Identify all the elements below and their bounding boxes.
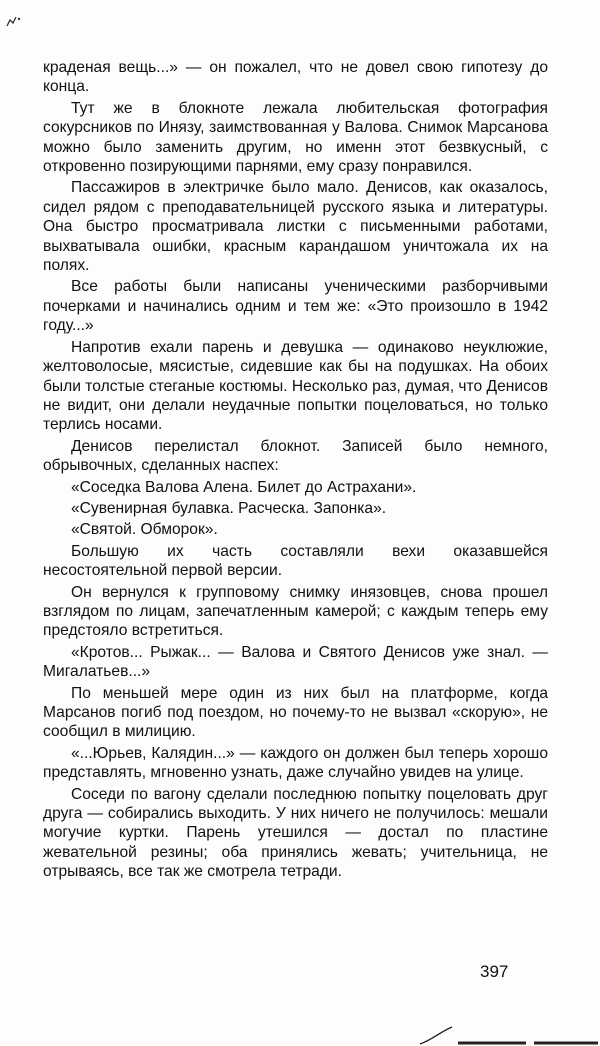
paragraph: «Соседка Валова Алена. Билет до Астрахани».	[71, 478, 417, 496]
paragraph: Денисов перелистал блокнот. Записей было немного, обрывочных, сделанных наспех:	[43, 437, 548, 475]
page-number: 397	[480, 962, 509, 981]
paragraph: Напротив ехали парень и девушка — одинаково неуклюжие, желтоволосые, мясистые, сидевшие как бы на подушках. На обоих были толстые стеганые костюмы. Несколько раз, думая, что Денисов не видит, они делали неудачные попытки поцеловаться, но только терлись носами.	[43, 338, 548, 434]
paragraph: «Кротов... Рыжак... — Валова и Святого Денисов уже знал. — Мигалатьев...»	[43, 643, 548, 681]
paragraph: Пассажиров в электричке было мало. Денисов, как оказалось, сидел рядом с преподавательницей русского языка и литературы. Она быстро просматривала листки с письменными работами, выхватывала ошибки, красным карандашом уничтожала их на полях.	[43, 179, 548, 275]
paragraph: Тут же в блокноте лежала любительская фотография сокурсников по Инязу, заимствованная у Валова. Снимок Марсанова можно было заменить другим, но именн этот безвкусный, с откровенно позирующими парнями, ему сразу понравился.	[43, 99, 548, 176]
corner-scribble-icon	[4, 14, 26, 30]
paragraph: «Сувенирная булавка. Расческа. Запонка».	[71, 499, 387, 517]
body-text	[43, 58, 548, 884]
paragraph: Соседи по вагону сделали последнюю попытку поцеловать друг друга — собирались выходить. У них ничего не получилось: мешали могучие куртки. Парень утешился — достал по пластине жевательной резины; оба принялись жевать; учительница, не отрываясь, все так же смотрела тетради.	[43, 785, 548, 881]
paragraph: «...Юрьев, Калядин...» — каждого он должен был теперь хорошо представлять, мгновенно узнать, даже случайно увидев на улице.	[43, 744, 548, 782]
scan-edge-marks-icon	[410, 1018, 600, 1046]
paragraph: Он вернулся к групповому снимку инязовцев, снова прошел взглядом по лицам, запечатленным камерой; с каждым теперь ему предстояло встретиться.	[43, 583, 548, 640]
paragraph: Все работы были написаны ученическими разборчивыми почерками и начинались одним и тем же: «Это произошло в 1942 году...»	[43, 278, 548, 335]
paragraph: краденая вещь...» — он пожалел, что не довел свою гипотезу до конца.	[43, 59, 548, 96]
paragraph: Большую их часть составляли вехи оказавшейся несостоятельной первой версии.	[43, 542, 548, 580]
paragraph: По меньшей мере один из них был на платформе, когда Марсанов погиб под поездом, но почему-то не вызвал «скорую», не сообщил в милицию.	[43, 684, 548, 741]
paragraph: «Святой. Обморок».	[71, 521, 218, 539]
